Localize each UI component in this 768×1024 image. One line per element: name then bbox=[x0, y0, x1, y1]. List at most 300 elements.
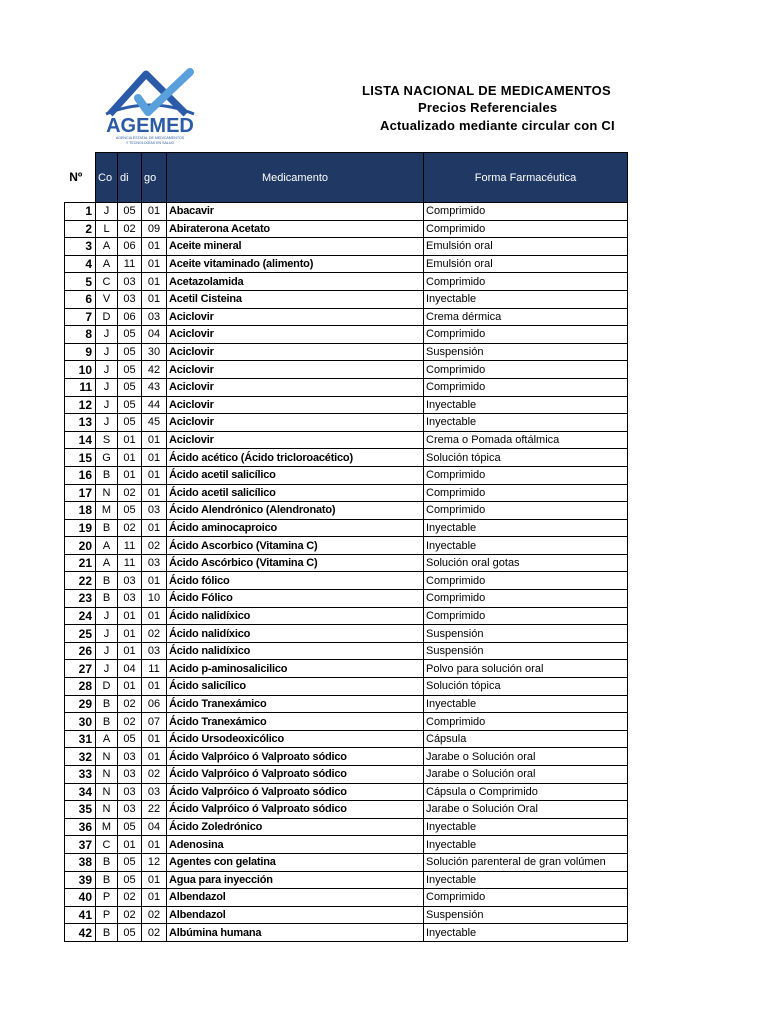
row-number: 39 bbox=[65, 871, 96, 889]
row-code-group: 11 bbox=[118, 554, 142, 572]
row-forma: Inyectable bbox=[424, 414, 628, 432]
row-forma: Comprimido bbox=[424, 361, 628, 379]
medicines-table bbox=[64, 152, 628, 942]
row-number: 37 bbox=[65, 836, 96, 854]
row-code-letter: A bbox=[96, 554, 118, 572]
row-code-item: 44 bbox=[142, 396, 167, 414]
row-code-group: 03 bbox=[118, 766, 142, 784]
row-code-letter: P bbox=[96, 906, 118, 924]
row-forma: Solución parenteral de gran volúmen bbox=[424, 853, 628, 871]
row-code-letter: L bbox=[96, 220, 118, 238]
row-code-item: 12 bbox=[142, 853, 167, 871]
table-row bbox=[65, 783, 628, 801]
row-forma: Solución tópica bbox=[424, 449, 628, 467]
row-medicamento: Ácido nalidíxico bbox=[167, 642, 424, 660]
table-row bbox=[65, 766, 628, 784]
row-code-group: 01 bbox=[118, 642, 142, 660]
row-medicamento: Ácido Fólico bbox=[167, 590, 424, 608]
row-code-item: 01 bbox=[142, 519, 167, 537]
row-code-group: 05 bbox=[118, 361, 142, 379]
row-code-item: 04 bbox=[142, 818, 167, 836]
row-forma: Inyectable bbox=[424, 836, 628, 854]
table-row bbox=[65, 326, 628, 344]
table-row bbox=[65, 607, 628, 625]
row-forma: Emulsión oral bbox=[424, 255, 628, 273]
row-number: 2 bbox=[65, 220, 96, 238]
row-number: 8 bbox=[65, 326, 96, 344]
row-forma: Comprimido bbox=[424, 889, 628, 907]
row-code-group: 05 bbox=[118, 502, 142, 520]
row-code-letter: B bbox=[96, 853, 118, 871]
row-forma: Suspensión bbox=[424, 642, 628, 660]
row-medicamento: Aciclovir bbox=[167, 431, 424, 449]
row-medicamento: Albendazol bbox=[167, 889, 424, 907]
row-number: 31 bbox=[65, 730, 96, 748]
table-row bbox=[65, 625, 628, 643]
row-code-group: 05 bbox=[118, 818, 142, 836]
row-code-item: 01 bbox=[142, 273, 167, 291]
row-code-group: 01 bbox=[118, 466, 142, 484]
table-row bbox=[65, 466, 628, 484]
row-number: 29 bbox=[65, 695, 96, 713]
row-code-item: 02 bbox=[142, 766, 167, 784]
row-code-letter: B bbox=[96, 519, 118, 537]
row-code-letter: C bbox=[96, 836, 118, 854]
row-code-item: 01 bbox=[142, 607, 167, 625]
row-number: 34 bbox=[65, 783, 96, 801]
row-code-item: 01 bbox=[142, 255, 167, 273]
row-code-letter: P bbox=[96, 889, 118, 907]
row-code-group: 05 bbox=[118, 326, 142, 344]
table-row bbox=[65, 554, 628, 572]
row-medicamento: Ácido Valpróico ó Valproato sódico bbox=[167, 783, 424, 801]
header-number: Nº bbox=[65, 153, 96, 203]
row-code-letter: A bbox=[96, 730, 118, 748]
row-number: 9 bbox=[65, 343, 96, 361]
table-row bbox=[65, 238, 628, 256]
row-code-group: 01 bbox=[118, 625, 142, 643]
row-code-letter: N bbox=[96, 748, 118, 766]
row-number: 22 bbox=[65, 572, 96, 590]
row-number: 6 bbox=[65, 290, 96, 308]
row-forma: Comprimido bbox=[424, 220, 628, 238]
row-number: 15 bbox=[65, 449, 96, 467]
agemed-logo-text: AGEMED bbox=[106, 115, 194, 137]
table-row bbox=[65, 484, 628, 502]
row-number: 24 bbox=[65, 607, 96, 625]
row-medicamento: Acetazolamida bbox=[167, 273, 424, 291]
row-number: 3 bbox=[65, 238, 96, 256]
row-code-item: 01 bbox=[142, 889, 167, 907]
row-code-letter: G bbox=[96, 449, 118, 467]
row-code-item: 01 bbox=[142, 238, 167, 256]
row-code-item: 30 bbox=[142, 343, 167, 361]
row-code-letter: N bbox=[96, 801, 118, 819]
row-code-item: 22 bbox=[142, 801, 167, 819]
document-update-note: Actualizado mediante circular con CI bbox=[380, 118, 615, 133]
row-code-letter: N bbox=[96, 484, 118, 502]
svg-text:AGENCIA ESTATAL DE MEDICAMENTO: AGENCIA ESTATAL DE MEDICAMENTOS bbox=[115, 136, 185, 140]
row-code-letter: J bbox=[96, 378, 118, 396]
header-code-1: Co bbox=[96, 153, 118, 203]
row-code-group: 02 bbox=[118, 220, 142, 238]
row-medicamento: Aciclovir bbox=[167, 326, 424, 344]
row-forma: Inyectable bbox=[424, 818, 628, 836]
row-medicamento: Ácido Valpróico ó Valproato sódico bbox=[167, 748, 424, 766]
row-number: 28 bbox=[65, 678, 96, 696]
row-medicamento: Ácido acético (Ácido tricloroacético) bbox=[167, 449, 424, 467]
row-code-item: 10 bbox=[142, 590, 167, 608]
row-code-item: 45 bbox=[142, 414, 167, 432]
row-forma: Jarabe o Solución Oral bbox=[424, 801, 628, 819]
table-row bbox=[65, 678, 628, 696]
row-number: 7 bbox=[65, 308, 96, 326]
row-forma: Emulsión oral bbox=[424, 238, 628, 256]
row-medicamento: Albendazol bbox=[167, 906, 424, 924]
row-number: 33 bbox=[65, 766, 96, 784]
table-row bbox=[65, 836, 628, 854]
row-code-letter: D bbox=[96, 678, 118, 696]
table-row bbox=[65, 924, 628, 942]
row-code-letter: B bbox=[96, 871, 118, 889]
row-medicamento: Albúmina humana bbox=[167, 924, 424, 942]
row-code-item: 11 bbox=[142, 660, 167, 678]
table-row bbox=[65, 431, 628, 449]
row-code-item: 01 bbox=[142, 572, 167, 590]
row-number: 11 bbox=[65, 378, 96, 396]
row-medicamento: Aciclovir bbox=[167, 343, 424, 361]
row-medicamento: Acido p-aminosalicilico bbox=[167, 660, 424, 678]
row-code-letter: J bbox=[96, 326, 118, 344]
row-forma: Comprimido bbox=[424, 378, 628, 396]
row-code-item: 01 bbox=[142, 836, 167, 854]
row-number: 10 bbox=[65, 361, 96, 379]
row-forma: Inyectable bbox=[424, 537, 628, 555]
row-medicamento: Ácido fólico bbox=[167, 572, 424, 590]
table-row bbox=[65, 906, 628, 924]
row-code-item: 03 bbox=[142, 783, 167, 801]
row-medicamento: Ácido nalidíxico bbox=[167, 607, 424, 625]
table-row bbox=[65, 414, 628, 432]
row-forma: Inyectable bbox=[424, 290, 628, 308]
table-row bbox=[65, 502, 628, 520]
row-forma: Cápsula o Comprimido bbox=[424, 783, 628, 801]
row-code-group: 02 bbox=[118, 906, 142, 924]
row-code-item: 01 bbox=[142, 466, 167, 484]
row-forma: Comprimido bbox=[424, 203, 628, 221]
row-medicamento: Ácido Ascórbico (Vitamina C) bbox=[167, 554, 424, 572]
table-header-row bbox=[65, 153, 628, 203]
row-medicamento: Abiraterona Acetato bbox=[167, 220, 424, 238]
header-code-3: go bbox=[142, 153, 167, 203]
row-code-letter: B bbox=[96, 713, 118, 731]
row-forma: Comprimido bbox=[424, 713, 628, 731]
row-code-letter: C bbox=[96, 273, 118, 291]
row-code-item: 03 bbox=[142, 502, 167, 520]
row-forma: Comprimido bbox=[424, 466, 628, 484]
row-forma: Comprimido bbox=[424, 326, 628, 344]
row-medicamento: Aciclovir bbox=[167, 308, 424, 326]
row-number: 36 bbox=[65, 818, 96, 836]
row-forma: Comprimido bbox=[424, 607, 628, 625]
row-medicamento: Ácido salicílico bbox=[167, 678, 424, 696]
row-forma: Polvo para solución oral bbox=[424, 660, 628, 678]
row-medicamento: Aciclovir bbox=[167, 396, 424, 414]
row-code-letter: B bbox=[96, 590, 118, 608]
row-code-letter: J bbox=[96, 343, 118, 361]
row-code-group: 06 bbox=[118, 238, 142, 256]
row-forma: Inyectable bbox=[424, 924, 628, 942]
row-forma: Suspensión bbox=[424, 906, 628, 924]
row-forma: Inyectable bbox=[424, 695, 628, 713]
row-medicamento: Ácido nalidíxico bbox=[167, 625, 424, 643]
table-row bbox=[65, 695, 628, 713]
table-row bbox=[65, 255, 628, 273]
row-code-group: 02 bbox=[118, 695, 142, 713]
row-medicamento: Ácido Zoledrónico bbox=[167, 818, 424, 836]
row-medicamento: Ácido aminocaproico bbox=[167, 519, 424, 537]
table-row bbox=[65, 396, 628, 414]
row-code-group: 01 bbox=[118, 449, 142, 467]
row-code-group: 11 bbox=[118, 537, 142, 555]
row-code-group: 05 bbox=[118, 924, 142, 942]
row-code-letter: M bbox=[96, 818, 118, 836]
row-medicamento: Ácido Alendrónico (Alendronato) bbox=[167, 502, 424, 520]
row-code-item: 02 bbox=[142, 625, 167, 643]
row-number: 12 bbox=[65, 396, 96, 414]
table-row bbox=[65, 343, 628, 361]
row-medicamento: Adenosina bbox=[167, 836, 424, 854]
row-medicamento: Agua para inyección bbox=[167, 871, 424, 889]
row-code-group: 06 bbox=[118, 308, 142, 326]
row-number: 1 bbox=[65, 203, 96, 221]
row-forma: Comprimido bbox=[424, 273, 628, 291]
table-row bbox=[65, 308, 628, 326]
row-code-letter: J bbox=[96, 607, 118, 625]
header-code-2: di bbox=[118, 153, 142, 203]
row-code-item: 01 bbox=[142, 449, 167, 467]
row-medicamento: Ácido acetil salicílico bbox=[167, 484, 424, 502]
row-code-item: 09 bbox=[142, 220, 167, 238]
agemed-logo-mark bbox=[98, 66, 202, 148]
row-code-group: 02 bbox=[118, 519, 142, 537]
row-code-group: 05 bbox=[118, 343, 142, 361]
row-number: 23 bbox=[65, 590, 96, 608]
row-code-item: 01 bbox=[142, 484, 167, 502]
row-number: 18 bbox=[65, 502, 96, 520]
row-medicamento: Ácido Ursodeoxicólico bbox=[167, 730, 424, 748]
row-code-letter: N bbox=[96, 783, 118, 801]
table-row bbox=[65, 660, 628, 678]
row-code-letter: A bbox=[96, 238, 118, 256]
row-code-group: 03 bbox=[118, 572, 142, 590]
table-row bbox=[65, 590, 628, 608]
row-code-group: 03 bbox=[118, 783, 142, 801]
row-code-item: 03 bbox=[142, 308, 167, 326]
row-code-item: 01 bbox=[142, 730, 167, 748]
table-row bbox=[65, 449, 628, 467]
row-medicamento: Aciclovir bbox=[167, 414, 424, 432]
header-medicamento: Medicamento bbox=[167, 153, 424, 203]
row-code-group: 01 bbox=[118, 836, 142, 854]
row-number: 26 bbox=[65, 642, 96, 660]
row-code-letter: J bbox=[96, 361, 118, 379]
table-row bbox=[65, 203, 628, 221]
document-title: LISTA NACIONAL DE MEDICAMENTOS bbox=[362, 83, 612, 98]
row-code-group: 05 bbox=[118, 378, 142, 396]
row-code-item: 43 bbox=[142, 378, 167, 396]
row-code-item: 06 bbox=[142, 695, 167, 713]
row-forma: Comprimido bbox=[424, 572, 628, 590]
row-forma: Crema dérmica bbox=[424, 308, 628, 326]
row-medicamento: Ácido Tranexámico bbox=[167, 695, 424, 713]
table-row bbox=[65, 730, 628, 748]
row-forma: Inyectable bbox=[424, 396, 628, 414]
row-code-group: 05 bbox=[118, 871, 142, 889]
row-code-letter: B bbox=[96, 924, 118, 942]
row-number: 14 bbox=[65, 431, 96, 449]
row-code-item: 42 bbox=[142, 361, 167, 379]
row-medicamento: Aceite mineral bbox=[167, 238, 424, 256]
row-code-group: 02 bbox=[118, 713, 142, 731]
row-medicamento: Acetil Cisteina bbox=[167, 290, 424, 308]
row-medicamento: Aciclovir bbox=[167, 378, 424, 396]
row-number: 5 bbox=[65, 273, 96, 291]
row-code-group: 03 bbox=[118, 590, 142, 608]
row-number: 4 bbox=[65, 255, 96, 273]
row-medicamento: Ácido acetil salicílico bbox=[167, 466, 424, 484]
row-number: 32 bbox=[65, 748, 96, 766]
row-code-letter: N bbox=[96, 766, 118, 784]
table-row bbox=[65, 378, 628, 396]
row-code-item: 07 bbox=[142, 713, 167, 731]
table-row bbox=[65, 713, 628, 731]
row-forma: Solución tópica bbox=[424, 678, 628, 696]
row-code-letter: J bbox=[96, 642, 118, 660]
row-code-item: 03 bbox=[142, 554, 167, 572]
table-row bbox=[65, 537, 628, 555]
row-forma: Inyectable bbox=[424, 519, 628, 537]
row-medicamento: Aceite vitaminado (alimento) bbox=[167, 255, 424, 273]
row-number: 42 bbox=[65, 924, 96, 942]
row-forma: Comprimido bbox=[424, 484, 628, 502]
row-code-item: 02 bbox=[142, 906, 167, 924]
row-code-group: 05 bbox=[118, 203, 142, 221]
table-row bbox=[65, 290, 628, 308]
row-code-letter: A bbox=[96, 537, 118, 555]
row-code-group: 01 bbox=[118, 431, 142, 449]
row-code-item: 02 bbox=[142, 537, 167, 555]
row-forma: Comprimido bbox=[424, 590, 628, 608]
row-code-letter: B bbox=[96, 695, 118, 713]
row-code-letter: B bbox=[96, 572, 118, 590]
table-body bbox=[65, 203, 628, 942]
row-code-letter: S bbox=[96, 431, 118, 449]
row-number: 40 bbox=[65, 889, 96, 907]
row-number: 27 bbox=[65, 660, 96, 678]
row-number: 21 bbox=[65, 554, 96, 572]
agemed-logo bbox=[98, 66, 202, 148]
table-row bbox=[65, 361, 628, 379]
row-code-item: 02 bbox=[142, 924, 167, 942]
row-forma: Suspensión bbox=[424, 343, 628, 361]
row-forma: Cápsula bbox=[424, 730, 628, 748]
row-medicamento: Ácido Ascorbico (Vitamina C) bbox=[167, 537, 424, 555]
row-forma: Jarabe o Solución oral bbox=[424, 766, 628, 784]
row-code-letter: J bbox=[96, 396, 118, 414]
row-forma: Comprimido bbox=[424, 502, 628, 520]
row-code-group: 02 bbox=[118, 484, 142, 502]
row-code-group: 11 bbox=[118, 255, 142, 273]
row-code-item: 04 bbox=[142, 326, 167, 344]
row-number: 25 bbox=[65, 625, 96, 643]
table-row bbox=[65, 853, 628, 871]
row-code-group: 03 bbox=[118, 748, 142, 766]
table-row bbox=[65, 818, 628, 836]
row-code-group: 05 bbox=[118, 396, 142, 414]
table-row bbox=[65, 748, 628, 766]
header-forma-farmaceutica: Forma Farmacéutica bbox=[424, 153, 628, 203]
row-medicamento: Ácido Valpróico ó Valproato sódico bbox=[167, 766, 424, 784]
row-code-group: 03 bbox=[118, 273, 142, 291]
row-number: 17 bbox=[65, 484, 96, 502]
row-code-item: 01 bbox=[142, 748, 167, 766]
row-code-group: 05 bbox=[118, 414, 142, 432]
row-code-group: 04 bbox=[118, 660, 142, 678]
row-forma: Jarabe o Solución oral bbox=[424, 748, 628, 766]
row-code-group: 03 bbox=[118, 801, 142, 819]
table-row bbox=[65, 273, 628, 291]
row-code-group: 01 bbox=[118, 607, 142, 625]
row-medicamento: Agentes con gelatina bbox=[167, 853, 424, 871]
row-code-letter: J bbox=[96, 414, 118, 432]
row-code-group: 05 bbox=[118, 730, 142, 748]
row-forma: Suspensión bbox=[424, 625, 628, 643]
table-row bbox=[65, 519, 628, 537]
svg-text:Y TECNOLOGÍAS EN SALUD: Y TECNOLOGÍAS EN SALUD bbox=[125, 141, 175, 145]
table-row bbox=[65, 220, 628, 238]
row-forma: Solución oral gotas bbox=[424, 554, 628, 572]
row-code-letter: B bbox=[96, 466, 118, 484]
row-number: 20 bbox=[65, 537, 96, 555]
row-number: 19 bbox=[65, 519, 96, 537]
row-code-letter: V bbox=[96, 290, 118, 308]
row-code-letter: D bbox=[96, 308, 118, 326]
row-number: 13 bbox=[65, 414, 96, 432]
table-row bbox=[65, 801, 628, 819]
row-code-item: 01 bbox=[142, 678, 167, 696]
document-subtitle: Precios Referenciales bbox=[418, 100, 558, 115]
row-number: 38 bbox=[65, 853, 96, 871]
row-forma: Inyectable bbox=[424, 871, 628, 889]
table-row bbox=[65, 642, 628, 660]
row-medicamento: Ácido Valpróico ó Valproato sódico bbox=[167, 801, 424, 819]
row-medicamento: Aciclovir bbox=[167, 361, 424, 379]
row-number: 35 bbox=[65, 801, 96, 819]
row-code-item: 01 bbox=[142, 871, 167, 889]
row-code-item: 01 bbox=[142, 203, 167, 221]
table-row bbox=[65, 572, 628, 590]
row-code-group: 03 bbox=[118, 290, 142, 308]
row-medicamento: Abacavir bbox=[167, 203, 424, 221]
row-code-item: 03 bbox=[142, 642, 167, 660]
row-code-group: 01 bbox=[118, 678, 142, 696]
table-row bbox=[65, 889, 628, 907]
row-code-group: 05 bbox=[118, 853, 142, 871]
row-code-item: 01 bbox=[142, 431, 167, 449]
row-code-letter: J bbox=[96, 625, 118, 643]
row-number: 30 bbox=[65, 713, 96, 731]
